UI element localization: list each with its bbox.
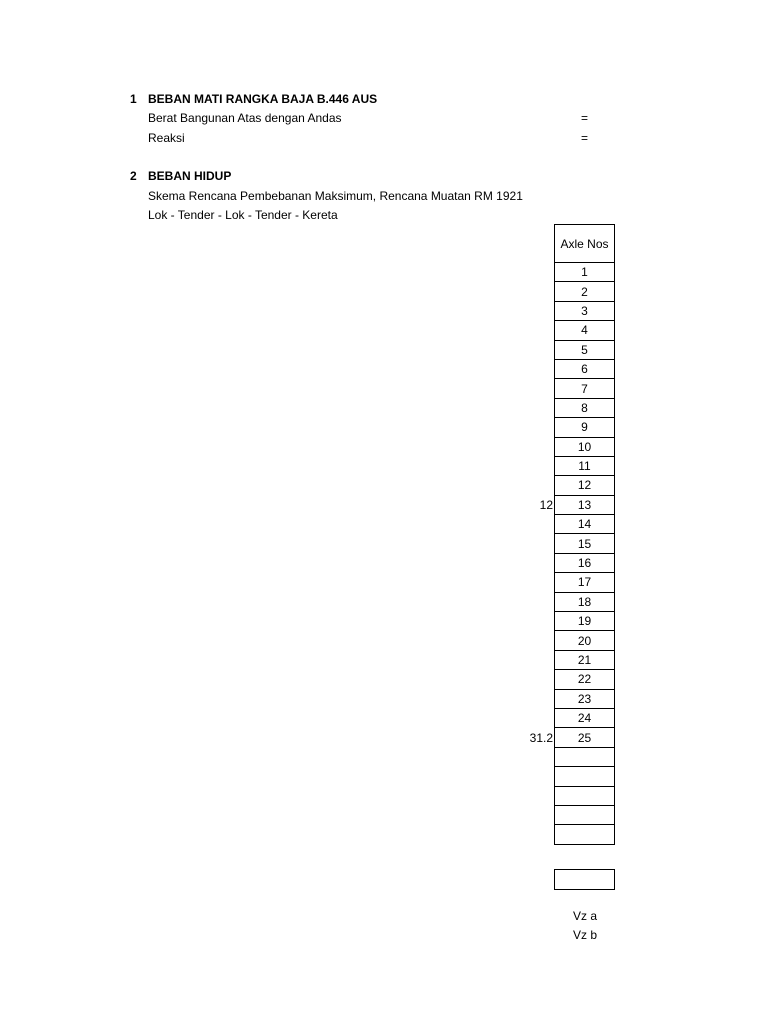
- side-label-row13: 12: [539, 498, 553, 512]
- section1-title: BEBAN MATI RANGKA BAJA B.446 AUS: [148, 92, 378, 106]
- table-row: [555, 282, 615, 301]
- axle-cell: 24: [555, 708, 615, 727]
- axle-table-header: Axle Nos: [555, 225, 615, 263]
- axle-cell: 14: [555, 515, 615, 534]
- axle-cell: 21: [555, 650, 615, 669]
- axle-cell: 5: [555, 340, 615, 359]
- table-row: [555, 437, 615, 456]
- axle-table-header-row: [555, 225, 615, 263]
- table-row: [555, 476, 615, 495]
- axle-cell: 4: [555, 321, 615, 340]
- section2-title: BEBAN HIDUP: [148, 169, 232, 183]
- table-row: [555, 340, 615, 359]
- table-row: [555, 708, 615, 727]
- axle-cell: 9: [555, 418, 615, 437]
- axle-cell: 17: [555, 573, 615, 592]
- axle-cell: [555, 825, 615, 844]
- table-row: [555, 728, 615, 747]
- vz-b-label: Vz b: [573, 928, 598, 942]
- axle-cell: 2: [555, 282, 615, 301]
- axle-cell: 19: [555, 612, 615, 631]
- axle-cell: [555, 805, 615, 824]
- table-row: [555, 515, 615, 534]
- total-box: [554, 869, 615, 890]
- axle-cell: 13: [555, 495, 615, 514]
- table-row: [555, 553, 615, 572]
- section1-row1-label: Berat Bangunan Atas dengan Andas: [148, 111, 342, 125]
- axle-cell: 11: [555, 456, 615, 475]
- section2-number: 2: [130, 169, 137, 183]
- table-row: [555, 631, 615, 650]
- table-row: [555, 495, 615, 514]
- axle-cell: 12: [555, 476, 615, 495]
- side-label-row25: 31.2: [529, 731, 553, 745]
- table-row: [555, 689, 615, 708]
- axle-cell: 20: [555, 631, 615, 650]
- section2-line1: Skema Rencana Pembebanan Maksimum, Rencana Muatan RM 1921: [148, 189, 523, 203]
- axle-cell: 23: [555, 689, 615, 708]
- axle-cell: 3: [555, 301, 615, 320]
- axle-cell: [555, 767, 615, 786]
- section1-row2-equals: =: [581, 131, 589, 145]
- table-row: [555, 321, 615, 340]
- table-row: [555, 456, 615, 475]
- table-row: [555, 747, 615, 766]
- table-row: [555, 825, 615, 844]
- axle-cell: 10: [555, 437, 615, 456]
- section1-row2-label: Reaksi: [148, 131, 185, 145]
- table-row: [555, 612, 615, 631]
- table-row: [555, 359, 615, 378]
- axle-cell: 25: [555, 728, 615, 747]
- section2-line2: Lok - Tender - Lok - Tender - Kereta: [148, 208, 338, 222]
- table-row: [555, 534, 615, 553]
- table-row: [555, 398, 615, 417]
- axle-cell: [555, 786, 615, 805]
- axle-cell: 15: [555, 534, 615, 553]
- axle-cell: 22: [555, 670, 615, 689]
- axle-cell: 7: [555, 379, 615, 398]
- vz-a-label: Vz a: [573, 909, 598, 923]
- table-row: [555, 650, 615, 669]
- axle-cell: 1: [555, 263, 615, 282]
- axle-cell: 16: [555, 553, 615, 572]
- axle-cell: 18: [555, 592, 615, 611]
- table-row: [555, 301, 615, 320]
- table-row: [555, 767, 615, 786]
- table-row: [555, 379, 615, 398]
- axle-table: [554, 224, 615, 845]
- axle-cell: 8: [555, 398, 615, 417]
- table-row: [555, 592, 615, 611]
- table-row: [555, 573, 615, 592]
- axle-cell: 6: [555, 359, 615, 378]
- table-row: [555, 263, 615, 282]
- table-row: [555, 805, 615, 824]
- table-row: [555, 670, 615, 689]
- section1-number: 1: [130, 92, 137, 106]
- axle-cell: [555, 747, 615, 766]
- section1-row1-equals: =: [581, 111, 589, 125]
- table-row: [555, 418, 615, 437]
- table-row: [555, 786, 615, 805]
